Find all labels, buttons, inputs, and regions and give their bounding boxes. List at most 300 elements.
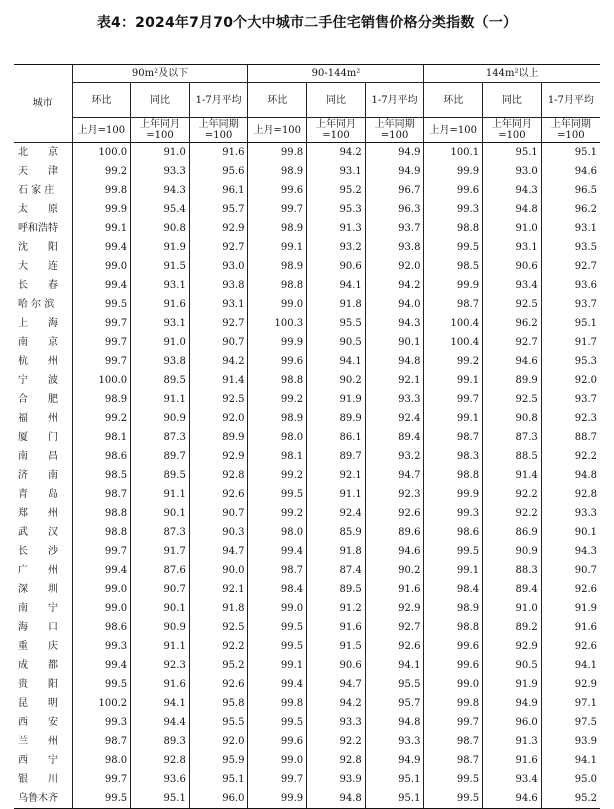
table-row <box>14 390 600 409</box>
index-value: 99.5 <box>72 295 131 314</box>
base-header-0: 上月=100 <box>72 118 131 143</box>
index-value: 98.8 <box>424 219 483 238</box>
index-value: 94.3 <box>574 546 597 557</box>
index-value: 87.3 <box>131 523 190 542</box>
table-row <box>14 561 600 580</box>
index-value: 98.9 <box>72 390 131 409</box>
index-value: 99.1 <box>72 219 131 238</box>
index-value: 93.3 <box>307 713 366 732</box>
city-name: 宁 波 <box>14 371 72 390</box>
index-value: 89.7 <box>131 447 190 466</box>
index-value: 94.2 <box>307 143 366 163</box>
index-value: 93.8 <box>365 238 424 257</box>
index-value: 92.6 <box>365 504 424 523</box>
table-row <box>14 409 600 428</box>
table-row <box>14 352 600 371</box>
index-value: 95.1 <box>574 318 597 329</box>
table-row <box>14 314 600 333</box>
index-value: 98.7 <box>424 428 483 447</box>
index-value: 99.7 <box>72 333 131 352</box>
index-value: 99.6 <box>424 656 483 675</box>
index-value: 94.9 <box>365 751 424 770</box>
index-value: 92.0 <box>189 409 248 428</box>
index-value: 92.2 <box>483 485 542 504</box>
index-value: 90.2 <box>307 371 366 390</box>
city-name: 呼和浩特 <box>14 219 72 238</box>
index-value: 99.1 <box>248 238 307 257</box>
index-value: 98.1 <box>72 428 131 447</box>
index-value: 92.7 <box>189 314 248 333</box>
subheader-2: 1-7月平均 <box>365 83 424 118</box>
index-value: 90.8 <box>131 219 190 238</box>
index-value: 89.5 <box>131 371 190 390</box>
index-value: 99.9 <box>72 200 131 219</box>
index-value: 90.6 <box>483 257 542 276</box>
index-value: 96.0 <box>483 713 542 732</box>
index-value: 92.4 <box>365 409 424 428</box>
index-value: 99.1 <box>424 561 483 580</box>
index-value: 99.0 <box>72 257 131 276</box>
base-header-1: 上年同月=100 <box>483 118 542 143</box>
index-value: 92.8 <box>189 466 248 485</box>
index-value: 91.6 <box>131 295 190 314</box>
index-value: 89.4 <box>483 580 542 599</box>
index-value: 89.3 <box>131 732 190 751</box>
index-value: 99.4 <box>72 238 131 257</box>
index-value: 92.8 <box>574 489 597 500</box>
index-value: 99.9 <box>424 162 483 181</box>
index-value: 93.9 <box>574 736 597 747</box>
index-value: 94.8 <box>483 200 542 219</box>
table-row <box>14 295 600 314</box>
index-value: 96.1 <box>189 181 248 200</box>
index-value: 93.7 <box>365 219 424 238</box>
index-value: 92.5 <box>483 295 542 314</box>
index-value: 93.6 <box>574 280 597 291</box>
table-row <box>14 656 600 675</box>
index-value: 91.2 <box>307 599 366 618</box>
index-value: 99.2 <box>424 352 483 371</box>
index-value: 100.4 <box>424 333 483 352</box>
index-value: 90.1 <box>131 599 190 618</box>
table-row <box>14 485 600 504</box>
city-name: 成 都 <box>14 656 72 675</box>
index-value: 91.6 <box>365 580 424 599</box>
index-value: 92.6 <box>365 637 424 656</box>
index-value: 93.0 <box>189 257 248 276</box>
index-value: 92.9 <box>189 447 248 466</box>
index-value: 94.7 <box>365 466 424 485</box>
index-value: 99.2 <box>72 409 131 428</box>
index-value: 98.6 <box>72 618 131 637</box>
index-value: 98.7 <box>424 295 483 314</box>
index-value: 99.0 <box>248 295 307 314</box>
index-value: 99.3 <box>72 637 131 656</box>
index-value: 99.0 <box>424 675 483 694</box>
index-value: 85.9 <box>307 523 366 542</box>
index-value: 99.3 <box>424 504 483 523</box>
index-value: 89.6 <box>365 523 424 542</box>
table-row <box>14 219 600 238</box>
index-value: 98.1 <box>248 447 307 466</box>
base-header-1: 上年同月=100 <box>307 118 366 143</box>
index-value: 91.1 <box>131 637 190 656</box>
index-value: 91.5 <box>131 257 190 276</box>
index-value: 95.3 <box>307 200 366 219</box>
table-row <box>14 447 600 466</box>
index-value: 98.0 <box>72 751 131 770</box>
index-value: 92.8 <box>131 751 190 770</box>
index-value: 90.1 <box>574 527 597 538</box>
index-value: 100.4 <box>424 314 483 333</box>
index-value: 98.8 <box>248 276 307 295</box>
city-name: 深 圳 <box>14 580 72 599</box>
city-name: 哈 尔 滨 <box>14 295 72 314</box>
index-value: 96.7 <box>365 181 424 200</box>
index-value: 98.9 <box>248 219 307 238</box>
index-value: 94.1 <box>131 694 190 713</box>
index-value: 98.9 <box>248 162 307 181</box>
index-value: 89.9 <box>483 371 542 390</box>
table-row <box>14 276 600 295</box>
index-value: 95.1 <box>365 770 424 789</box>
table-row <box>14 599 600 618</box>
table-row <box>14 675 600 694</box>
index-value: 93.7 <box>574 299 597 310</box>
index-value: 92.2 <box>483 504 542 523</box>
city-name: 广 州 <box>14 561 72 580</box>
index-value: 91.6 <box>189 143 248 163</box>
city-name: 南 宁 <box>14 599 72 618</box>
index-value: 86.1 <box>307 428 366 447</box>
index-value: 89.4 <box>365 428 424 447</box>
group-header-large: 144m²以上 <box>424 65 600 83</box>
index-value: 99.7 <box>72 352 131 371</box>
index-value: 99.6 <box>424 181 483 200</box>
index-value: 98.8 <box>72 523 131 542</box>
city-name: 上 海 <box>14 314 72 333</box>
index-value: 99.5 <box>248 713 307 732</box>
index-value: 95.2 <box>541 789 600 809</box>
city-name: 福 州 <box>14 409 72 428</box>
index-value: 99.7 <box>424 390 483 409</box>
index-value: 99.9 <box>248 333 307 352</box>
index-value: 92.7 <box>189 238 248 257</box>
index-value: 92.4 <box>307 504 366 523</box>
index-value: 99.4 <box>72 561 131 580</box>
index-value: 95.1 <box>365 789 424 809</box>
index-value: 91.7 <box>574 337 597 348</box>
index-value: 91.9 <box>131 238 190 257</box>
index-value: 95.5 <box>365 675 424 694</box>
header-row-sub <box>14 83 600 118</box>
index-value: 91.9 <box>483 675 542 694</box>
index-value: 98.7 <box>248 561 307 580</box>
index-value: 99.2 <box>72 162 131 181</box>
table-row <box>14 770 600 789</box>
index-value: 89.2 <box>483 618 542 637</box>
index-value: 92.6 <box>189 485 248 504</box>
index-value: 92.7 <box>483 333 542 352</box>
table-row <box>14 181 600 200</box>
index-value: 98.5 <box>72 466 131 485</box>
city-name: 昆 明 <box>14 694 72 713</box>
index-value: 92.1 <box>365 371 424 390</box>
table-row <box>14 713 600 732</box>
index-value: 99.5 <box>248 637 307 656</box>
index-value: 92.9 <box>189 219 248 238</box>
index-value: 89.5 <box>131 466 190 485</box>
index-value: 94.7 <box>189 542 248 561</box>
index-value: 90.7 <box>574 565 597 576</box>
index-value: 99.4 <box>72 656 131 675</box>
index-value: 92.3 <box>131 656 190 675</box>
city-name: 南 昌 <box>14 447 72 466</box>
index-value: 92.5 <box>189 390 248 409</box>
subheader-2: 1-7月平均 <box>541 83 600 118</box>
index-value: 94.8 <box>365 713 424 732</box>
index-value: 98.6 <box>424 523 483 542</box>
index-value: 99.5 <box>424 789 483 809</box>
table-row <box>14 542 600 561</box>
table-row <box>14 371 600 390</box>
index-value: 98.7 <box>72 485 131 504</box>
index-value: 99.6 <box>248 732 307 751</box>
index-value: 99.4 <box>248 675 307 694</box>
index-value: 91.0 <box>131 333 190 352</box>
city-name: 石 家 庄 <box>14 181 72 200</box>
index-value: 94.2 <box>365 276 424 295</box>
index-value: 100.0 <box>72 143 131 163</box>
index-value: 92.2 <box>189 637 248 656</box>
index-value: 92.5 <box>189 618 248 637</box>
index-value: 95.1 <box>483 143 542 163</box>
table-row <box>14 238 600 257</box>
index-value: 92.3 <box>574 413 597 424</box>
index-value: 99.8 <box>72 181 131 200</box>
city-name: 乌鲁木齐 <box>14 789 72 809</box>
index-value: 99.0 <box>72 599 131 618</box>
index-value: 90.3 <box>189 523 248 542</box>
index-value: 99.2 <box>248 390 307 409</box>
index-value: 90.9 <box>483 542 542 561</box>
index-value: 93.0 <box>483 162 542 181</box>
index-value: 86.9 <box>483 523 542 542</box>
index-value: 93.4 <box>483 770 542 789</box>
index-value: 94.2 <box>307 694 366 713</box>
index-value: 99.8 <box>424 694 483 713</box>
index-value: 90.1 <box>365 333 424 352</box>
index-value: 93.8 <box>131 352 190 371</box>
index-value: 95.1 <box>131 789 190 809</box>
index-value: 92.5 <box>483 390 542 409</box>
city-name: 西 宁 <box>14 751 72 770</box>
index-value: 90.5 <box>307 333 366 352</box>
price-index-table <box>14 64 600 809</box>
table-body <box>14 143 600 809</box>
index-value: 93.1 <box>307 162 366 181</box>
city-header: 城市 <box>14 65 72 143</box>
index-value: 92.7 <box>574 261 597 272</box>
index-value: 90.8 <box>483 409 542 428</box>
index-value: 95.6 <box>189 162 248 181</box>
city-name: 南 京 <box>14 333 72 352</box>
index-value: 100.1 <box>424 143 483 163</box>
index-value: 99.5 <box>72 789 131 809</box>
index-value: 89.9 <box>189 428 248 447</box>
base-header-2: 上年同期=100 <box>541 118 600 143</box>
index-value: 99.3 <box>72 713 131 732</box>
index-value: 94.6 <box>574 166 597 177</box>
index-value: 94.9 <box>483 694 542 713</box>
base-header-0: 上月=100 <box>424 118 483 143</box>
index-value: 91.6 <box>307 618 366 637</box>
index-value: 91.6 <box>574 622 597 633</box>
index-value: 92.6 <box>189 675 248 694</box>
city-name: 厦 门 <box>14 428 72 447</box>
table-row <box>14 428 600 447</box>
index-value: 96.2 <box>483 314 542 333</box>
index-value: 92.2 <box>574 451 597 462</box>
index-value: 90.6 <box>307 656 366 675</box>
index-value: 92.0 <box>365 257 424 276</box>
group-header-small: 90m²及以下 <box>72 65 248 83</box>
index-value: 99.7 <box>72 542 131 561</box>
index-value: 91.1 <box>131 485 190 504</box>
index-value: 91.7 <box>131 542 190 561</box>
index-value: 93.3 <box>365 390 424 409</box>
index-value: 94.4 <box>131 713 190 732</box>
index-value: 95.3 <box>574 356 597 367</box>
index-value: 99.8 <box>248 694 307 713</box>
index-value: 90.1 <box>131 504 190 523</box>
index-value: 99.5 <box>424 238 483 257</box>
table-row <box>14 523 600 542</box>
city-name: 兰 州 <box>14 732 72 751</box>
index-value: 90.2 <box>365 561 424 580</box>
index-value: 92.3 <box>365 485 424 504</box>
index-value: 99.9 <box>248 789 307 809</box>
index-value: 99.1 <box>248 656 307 675</box>
index-value: 94.3 <box>131 181 190 200</box>
index-value: 93.8 <box>189 276 248 295</box>
index-value: 95.0 <box>574 774 597 785</box>
index-value: 91.3 <box>307 219 366 238</box>
index-value: 93.3 <box>574 508 597 519</box>
index-value: 99.5 <box>424 770 483 789</box>
index-value: 98.0 <box>248 428 307 447</box>
table-row <box>14 694 600 713</box>
index-value: 93.1 <box>574 223 597 234</box>
subheader-2: 1-7月平均 <box>189 83 248 118</box>
index-value: 90.7 <box>189 333 248 352</box>
index-value: 98.3 <box>424 447 483 466</box>
index-value: 94.6 <box>483 789 542 809</box>
index-value: 98.4 <box>248 580 307 599</box>
city-name: 长 沙 <box>14 542 72 561</box>
group-header-medium: 90-144m² <box>248 65 424 83</box>
index-value: 94.0 <box>365 295 424 314</box>
index-value: 98.7 <box>72 732 131 751</box>
index-value: 92.9 <box>574 679 597 690</box>
index-value: 89.5 <box>307 580 366 599</box>
index-value: 89.7 <box>307 447 366 466</box>
index-value: 94.9 <box>365 162 424 181</box>
index-value: 95.7 <box>189 200 248 219</box>
city-name: 合 肥 <box>14 390 72 409</box>
index-value: 98.6 <box>72 447 131 466</box>
index-value: 94.1 <box>307 352 366 371</box>
index-value: 99.7 <box>248 770 307 789</box>
table-row <box>14 200 600 219</box>
index-value: 87.4 <box>307 561 366 580</box>
index-value: 92.0 <box>574 375 597 386</box>
index-value: 88.7 <box>574 432 597 443</box>
index-value: 94.1 <box>574 755 597 766</box>
index-value: 94.8 <box>307 789 366 809</box>
index-value: 92.1 <box>189 580 248 599</box>
index-value: 99.5 <box>248 485 307 504</box>
index-value: 99.4 <box>248 542 307 561</box>
index-value: 99.4 <box>72 276 131 295</box>
index-value: 99.9 <box>424 485 483 504</box>
index-value: 97.1 <box>574 698 597 709</box>
index-value: 94.1 <box>365 656 424 675</box>
index-value: 93.2 <box>365 447 424 466</box>
base-header-0: 上月=100 <box>248 118 307 143</box>
index-value: 98.7 <box>424 751 483 770</box>
index-value: 90.9 <box>131 409 190 428</box>
table-row <box>14 580 600 599</box>
index-value: 98.7 <box>424 732 483 751</box>
index-value: 90.7 <box>189 504 248 523</box>
index-value: 93.6 <box>131 770 190 789</box>
index-value: 93.4 <box>483 276 542 295</box>
index-value: 91.1 <box>131 390 190 409</box>
city-name: 太 原 <box>14 200 72 219</box>
header-row-groups <box>14 65 600 83</box>
index-value: 99.0 <box>72 580 131 599</box>
index-value: 92.6 <box>574 584 597 595</box>
index-value: 98.9 <box>424 599 483 618</box>
city-name: 贵 阳 <box>14 675 72 694</box>
index-value: 91.8 <box>307 295 366 314</box>
index-value: 99.5 <box>72 675 131 694</box>
index-value: 91.9 <box>307 390 366 409</box>
index-value: 91.8 <box>189 599 248 618</box>
index-value: 94.3 <box>365 314 424 333</box>
index-value: 94.8 <box>365 352 424 371</box>
index-value: 99.9 <box>424 276 483 295</box>
index-value: 99.7 <box>72 770 131 789</box>
index-value: 93.1 <box>131 314 190 333</box>
base-header-2: 上年同期=100 <box>365 118 424 143</box>
city-name: 北 京 <box>14 143 72 163</box>
index-value: 95.1 <box>189 770 248 789</box>
index-value: 91.4 <box>189 371 248 390</box>
city-name: 长 春 <box>14 276 72 295</box>
index-value: 93.1 <box>131 276 190 295</box>
index-value: 92.2 <box>307 732 366 751</box>
index-value: 99.6 <box>424 637 483 656</box>
index-value: 91.0 <box>483 219 542 238</box>
index-value: 99.2 <box>248 504 307 523</box>
index-value: 94.2 <box>189 352 248 371</box>
index-value: 91.0 <box>131 143 190 163</box>
subheader-0: 环比 <box>424 83 483 118</box>
table-row <box>14 504 600 523</box>
table-row <box>14 257 600 276</box>
